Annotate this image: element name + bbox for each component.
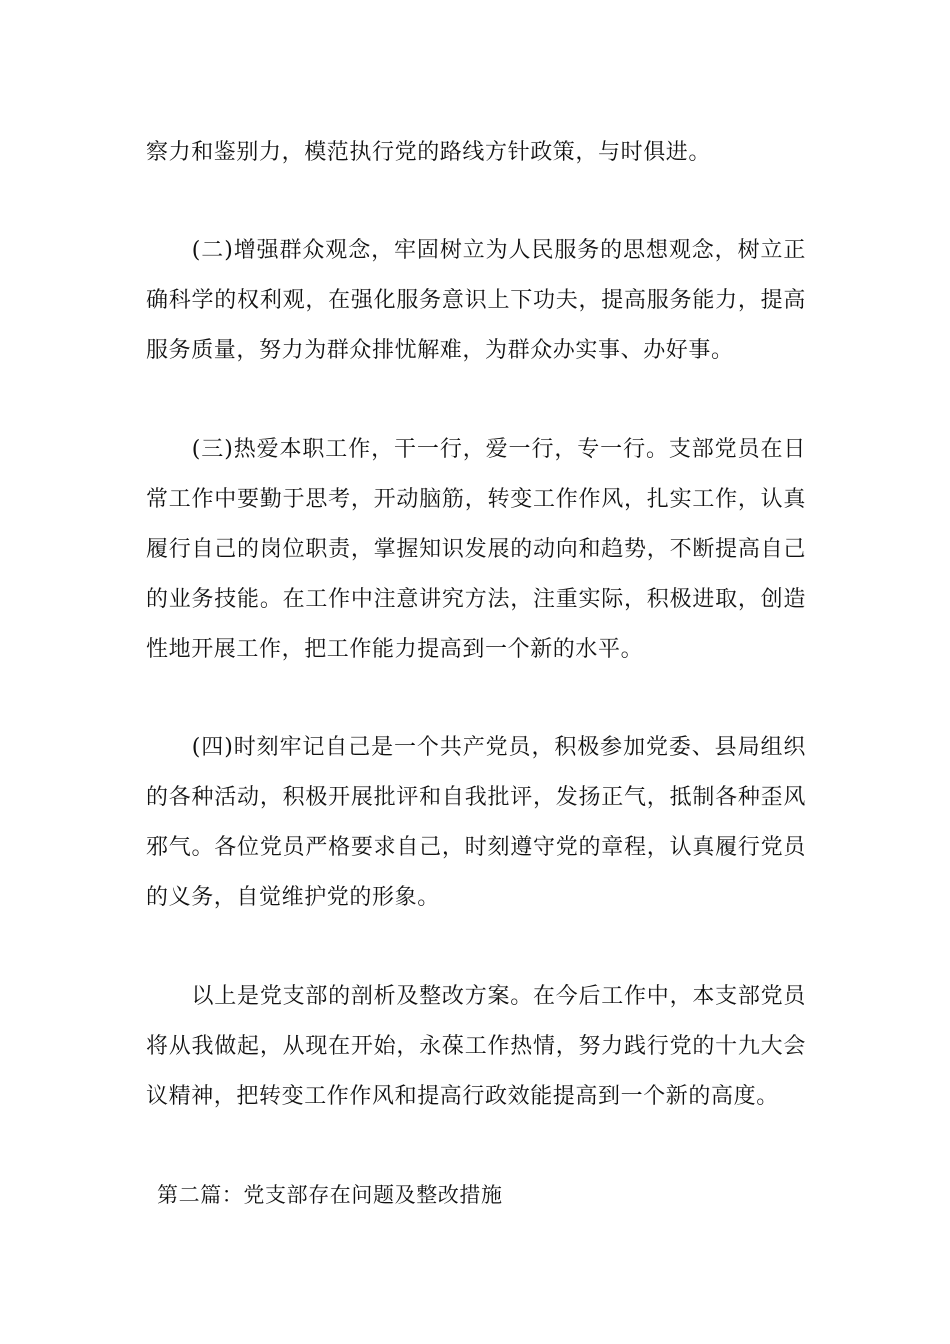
text-line: 服务质量，努力为群众排忧解难，为群众办实事、办好事。 (146, 338, 734, 363)
text-line: 的业务技能。在工作中注意讲究方法，注重实际，积极进取，创造 (146, 587, 806, 612)
paragraph-continuation (146, 128, 806, 178)
paragraph-2 (146, 226, 806, 376)
text-line: (四)时刻牢记自己是一个共产党员，积极参加党委、县局组织 (146, 735, 806, 760)
text-line: 将从我做起，从现在开始，永葆工作热情，努力践行党的十九大会 (146, 1034, 806, 1059)
paragraph-conclusion (146, 972, 806, 1122)
text-line: 履行自己的岗位职责，掌握知识发展的动向和趋势，不断提高自己 (146, 537, 806, 562)
paragraph-4 (146, 723, 806, 923)
text-line: 性地开展工作，把工作能力提高到一个新的水平。 (146, 637, 644, 662)
text-line: (二)增强群众观念，牢固树立为人民服务的思想观念，树立正 (146, 238, 806, 263)
section-heading: 第二篇：党支部存在问题及整改措施 (157, 1183, 503, 1207)
text-line: 察力和鉴别力，模范执行党的路线方针政策，与时俱进。 (146, 140, 712, 165)
text-line: 确科学的权利观，在强化服务意识上下功夫，提高服务能力，提高 (146, 288, 806, 313)
text-line: 议精神，把转变工作作风和提高行政效能提高到一个新的高度。 (146, 1084, 779, 1109)
text-line: 的各种活动，积极开展批评和自我批评，发扬正气，抵制各种歪风 (146, 785, 806, 810)
text-line: 常工作中要勤于思考，开动脑筋，转变工作作风，扎实工作，认真 (146, 487, 806, 512)
paragraph-3 (146, 425, 806, 675)
text-line: (三)热爱本职工作，干一行，爱一行，专一行。支部党员在日 (146, 437, 806, 462)
text-line: 的义务，自觉维护党的形象。 (146, 885, 440, 910)
text-line: 邪气。各位党员严格要求自己，时刻遵守党的章程，认真履行党员 (146, 835, 806, 860)
text-line: 以上是党支部的剖析及整改方案。在今后工作中，本支部党员 (146, 984, 806, 1009)
